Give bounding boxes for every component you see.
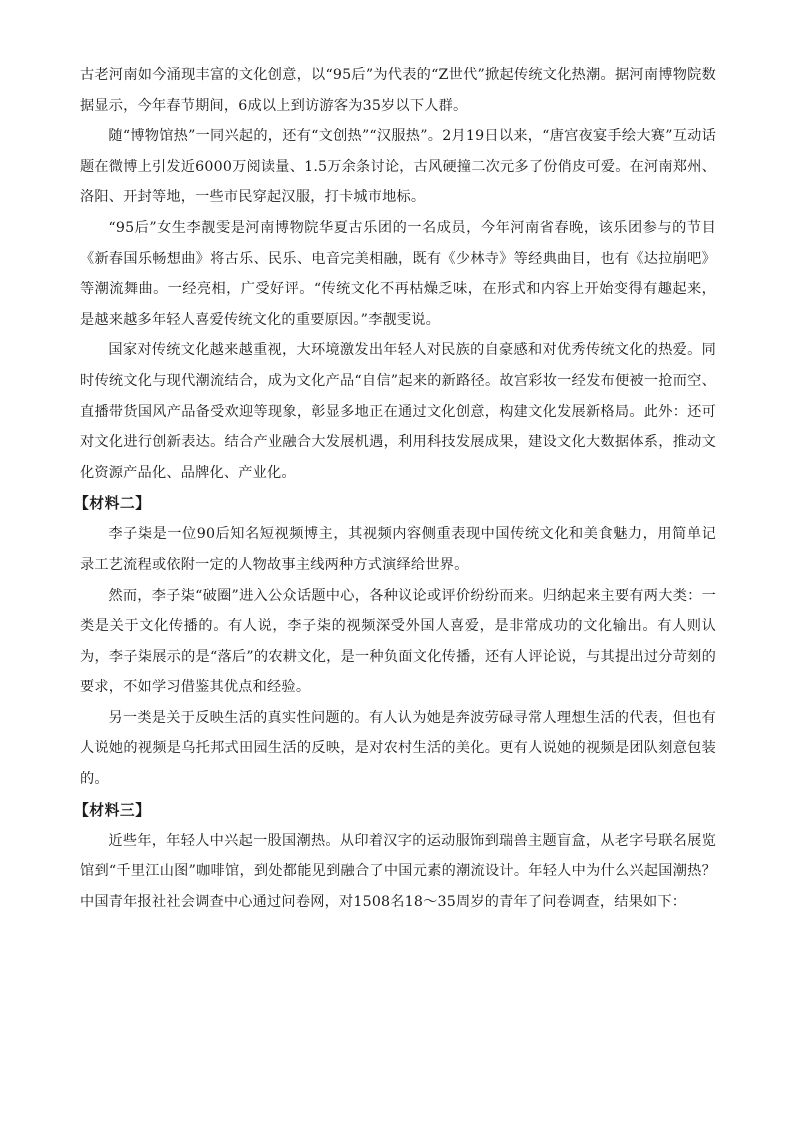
paragraph-henan-creative: 古老河南如今涌现丰富的文化创意，以“95后”为代表的“Z世代”掀起传统文化热潮。据河南博物院数据显示，今年春节期间，6成以上到访游客为35岁以下人群。 [80,67,716,114]
paragraph-liziqi-authenticity: 另一类是关于反映生活的真实性问题的。有人认为她是奔波劳碌寻常人理想生活的代表，但也有人说她的视频是乌托邦式田园生活的反映，是对农村生活的美化。更有人说她的视频是团队刻意包装的。 [80,709,716,788]
paragraph-guochao-survey: 近些年，年轻人中兴起一股国潮热。从印着汉字的运动服饰到瑞兽主题盲盒，从老字号联名展览馆到“千里江山图”咖啡馆，到处都能见到融合了中国元素的潮流设计。年轻人中为什么兴起国潮热？中国青年报社社会调查中心通过问卷网，对1508名18～35周岁的青年了问卷调查，结果如下： [80,832,716,910]
heading-material-two: 【材料二】 [74,495,151,513]
paragraph-li-jingwen: “95后”女生李靓雯是河南博物院华夏古乐团的一名成员，今年河南省春晚，该乐团参与的节目《新春国乐畅想曲》将古乐、民乐、电音完美相融，既有《少林寺》等经典曲目，也有《达拉崩吧》等潮流舞曲。一经亮相，广受好评。“传统文化不再枯燥乏味，在形式和内容上开始变得有趣起来，是越来越多年轻人喜爱传统文化的重要原因。”李靓雯说。 [80,219,716,328]
paragraph-liziqi-intro: 李子柒是一位90后知名短视频博主，其视频内容侧重表现中国传统文化和美食魅力，用简单记录工艺流程或依附一定的人物故事主线两种方式演绎给世界。 [80,526,716,573]
paragraph-liziqi-debate: 然而，李子柒“破圈”进入公众话题中心，各种议论或评价纷纷而来。归纳起来主要有两大类：一类是关于文化传播的。有人说，李子柒的视频深受外国人喜爱，是非常成功的文化输出。有人则认为，李子柒展示的是“落后”的农耕文化，是一种负面文化传播，还有人评论说，与其提出过分苛刻的要求，不如学习借鉴其优点和经验。 [80,587,716,696]
heading-material-three: 【材料三】 [74,801,151,819]
paragraph-museum-fever: 随“博物馆热”一同兴起的，还有“文创热”“汉服热”。2月19日以来，“唐宫夜宴手绘大赛”互动话题在微博上引发近6000万阅读量、1.5万余条讨论，古风硬撞二次元多了份俏皮可爱。在河南郑州、洛阳、开封等地，一些市民穿起汉服，打卡城市地标。 [80,128,716,206]
paragraph-national-emphasis: 国家对传统文化越来越重视，大环境激发出年轻人对民族的自豪感和对优秀传统文化的热爱。同时传统文化与现代潮流结合，成为文化产品“自信”起来的新路径。故宫彩妆一经发布便被一抢而空、直播带货国风产品备受欢迎等现象，彰显多地正在通过文化创意，构建文化发展新格局。此外：还可对文化进行创新表达。结合产业融合大发展机遇，利用科技发展成果，建设文化大数据体系，推动文化资源产品化、品牌化、产业化。 [80,342,716,481]
